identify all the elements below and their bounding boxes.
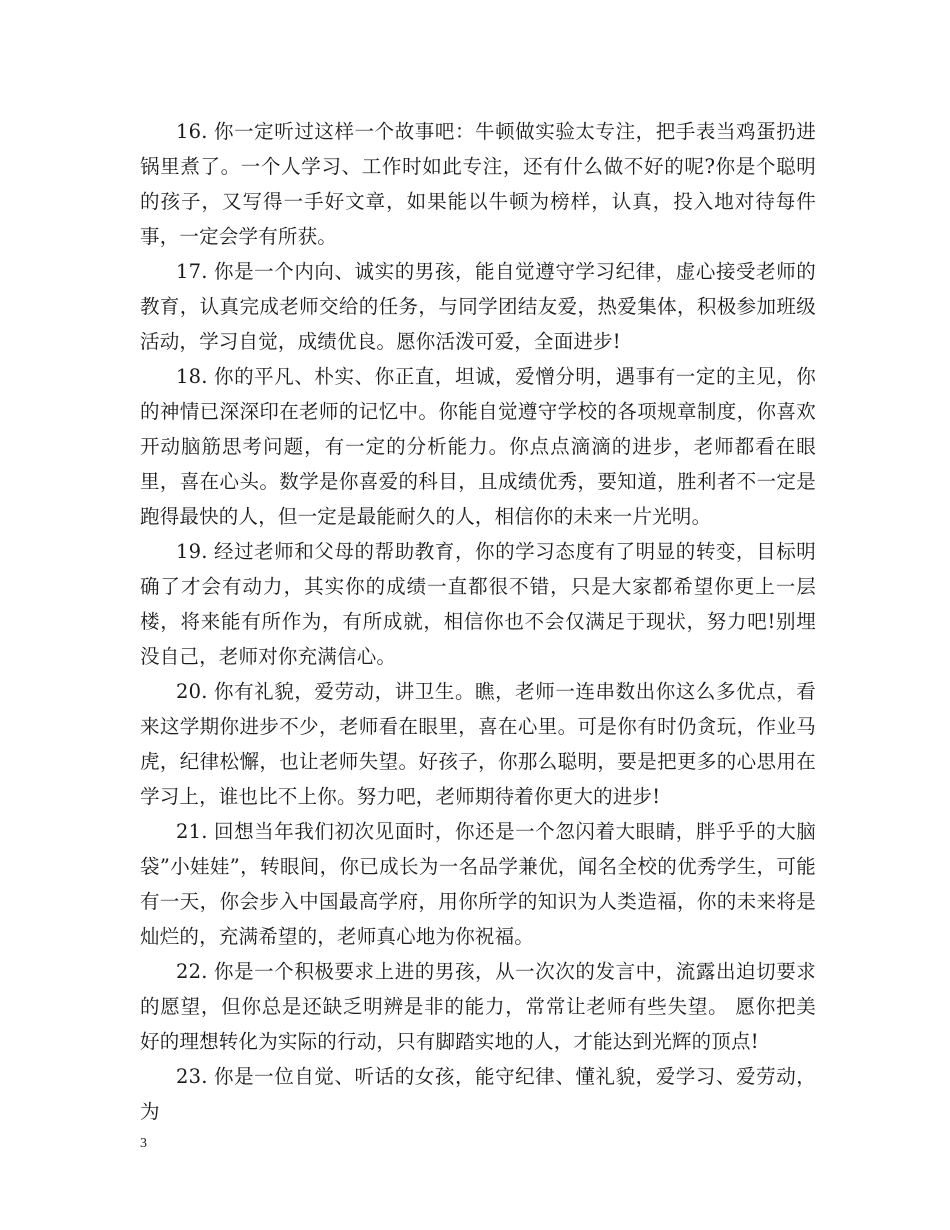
paragraph-text: 你一定听过这样一个故事吧：牛顿做实验太专注，把手表当鸡蛋扔进锅里煮了。一个人学习、工作时如此专注，还有什么做不好的呢?你是个聪明的孩子，又写得一手好文章，如果能以牛顿为榜样，认真，投入地对待每件事，一定会学有所获。 [140, 120, 816, 248]
paragraph-22 [140, 954, 816, 1059]
paragraph-number: 17. [176, 260, 208, 283]
paragraph-text: 你有礼貌，爱劳动，讲卫生。瞧，老师一连串数出你这么多优点，看来这学期你进步不少，老师看在眼里，喜在心里。可是你有时仍贪玩，作业马虎，纪律松懈，也让老师失望。好孩子，你那么聪明，要是把更多的心思用在学习上，谁也比不上你。努力吧，老师期待着你更大的进步! [140, 680, 816, 808]
paragraph-number: 19. [176, 540, 208, 563]
paragraph-number: 21. [176, 820, 208, 843]
page-number: 3 [140, 1136, 147, 1151]
paragraph-text: 回想当年我们初次见面时，你还是一个忽闪着大眼睛，胖乎乎的大脑袋”小娃娃”，转眼间，你已成长为一名品学兼优，闻名全校的优秀学生，可能有一天，你会步入中国最高学府，用你所学的知识为人类造福，你的未来将是灿烂的，充满希望的，老师真心地为你祝福。 [140, 820, 816, 948]
paragraph-23 [140, 1059, 816, 1129]
paragraph-number: 20. [176, 680, 208, 703]
paragraph-text: 你是一个内向、诚实的男孩，能自觉遵守学习纪律，虚心接受老师的教育，认真完成老师交给的任务，与同学团结友爱，热爱集体，积极参加班级活动，学习自觉，成绩优良。愿你活泼可爱，全面进步! [140, 260, 816, 353]
paragraph-number: 18. [176, 365, 208, 388]
paragraph-text: 你的平凡、朴实、你正直，坦诚，爱憎分明，遇事有一定的主见，你的神情已深深印在老师的记忆中。你能自觉遵守学校的各项规章制度，你喜欢开动脑筋思考问题，有一定的分析能力。你点点滴滴的进步，老师都看在眼里，喜在心头。数学是你喜爱的科目，且成绩优秀，要知道，胜利者不一定是跑得最快的人，但一定是最能耐久的人，相信你的未来一片光明。 [140, 365, 816, 528]
paragraph-number: 22. [176, 960, 208, 983]
paragraph-20 [140, 674, 816, 814]
paragraph-text: 经过老师和父母的帮助教育，你的学习态度有了明显的转变，目标明确了才会有动力，其实你的成绩一直都很不错，只是大家都希望你更上一层楼，将来能有所作为，有所成就，相信你也不会仅满足于现状，努力吧!别埋没自己，老师对你充满信心。 [140, 540, 816, 668]
paragraph-17 [140, 254, 816, 359]
paragraph-16 [140, 114, 816, 254]
paragraph-number: 16. [176, 120, 208, 143]
paragraph-text: 你是一个积极要求上进的男孩，从一次次的发言中，流露出迫切要求的愿望，但你总是还缺乏明辨是非的能力，常常让老师有些失望。 愿你把美好的理想转化为实际的行动，只有脚踏实地的人，才能达到光辉的顶点! [140, 960, 816, 1053]
paragraph-18 [140, 359, 816, 534]
paragraph-text: 你是一位自觉、听话的女孩，能守纪律、懂礼貌，爱学习、爱劳动，为 [140, 1065, 816, 1123]
paragraph-21 [140, 814, 816, 954]
paragraph-number: 23. [176, 1065, 208, 1088]
document-body [140, 114, 816, 1129]
paragraph-19 [140, 534, 816, 674]
